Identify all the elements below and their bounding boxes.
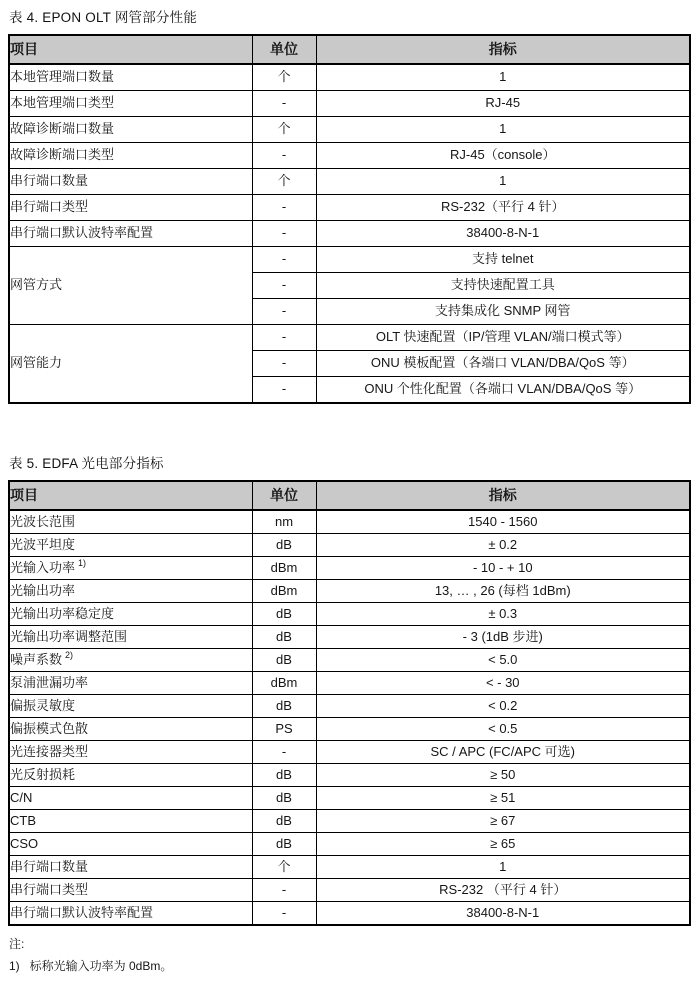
unit-cell: dB <box>252 534 316 557</box>
item-cell: 串行端口默认波特率配置 <box>9 221 252 247</box>
item-cell: 噪声系数 $^{2)}$ <box>9 649 252 672</box>
column-header-value: 指标 <box>316 481 690 510</box>
value-cell: 38400-8-N-1 <box>316 902 690 926</box>
value-cell: RJ-45（console） <box>316 143 690 169</box>
unit-cell: nm <box>252 510 316 534</box>
item-cell: 光输出功率 <box>9 580 252 603</box>
table-row <box>9 626 690 649</box>
unit-cell: - <box>252 221 316 247</box>
value-cell: RJ-45 <box>316 91 690 117</box>
item-cell: 光输出功率稳定度 <box>9 603 252 626</box>
footnotes-label: 注: <box>9 937 25 951</box>
table-row <box>9 325 690 351</box>
table-row <box>9 741 690 764</box>
item-cell: 光反射损耗 <box>9 764 252 787</box>
value-cell: 1540 - 1560 <box>316 510 690 534</box>
table-row <box>9 169 690 195</box>
unit-cell: PS <box>252 718 316 741</box>
value-cell: 13, … , 26 (每档 1dBm) <box>316 580 690 603</box>
value-cell: 支持集成化 SNMP 网管 <box>316 299 690 325</box>
item-cell: 串行端口默认波特率配置 <box>9 902 252 926</box>
value-cell: SC / APC (FC/APC 可选) <box>316 741 690 764</box>
table-row <box>9 672 690 695</box>
table-row <box>9 833 690 856</box>
table4-title: 表 4. EPON OLT 网管部分性能 <box>9 10 198 25</box>
item-cell: 故障诊断端口数量 <box>9 117 252 143</box>
item-cell: 泵浦泄漏功率 <box>9 672 252 695</box>
value-cell: ONU 个性化配置（各端口 VLAN/DBA/QoS 等） <box>316 377 690 404</box>
unit-cell: - <box>252 273 316 299</box>
unit-cell: 个 <box>252 64 316 91</box>
table-row <box>9 649 690 672</box>
unit-cell: - <box>252 351 316 377</box>
unit-cell: dB <box>252 695 316 718</box>
item-cell: 光连接器类型 <box>9 741 252 764</box>
unit-cell: - <box>252 143 316 169</box>
item-cell: 本地管理端口类型 <box>9 91 252 117</box>
unit-cell: 个 <box>252 169 316 195</box>
unit-cell: dBm <box>252 580 316 603</box>
value-cell: 1 <box>316 169 690 195</box>
unit-cell: dBm <box>252 672 316 695</box>
value-cell: ≥ 65 <box>316 833 690 856</box>
item-cell: 本地管理端口数量 <box>9 64 252 91</box>
item-cell: 故障诊断端口类型 <box>9 143 252 169</box>
table-row <box>9 764 690 787</box>
footnote-ref: 2) <box>65 650 74 661</box>
unit-cell: - <box>252 377 316 404</box>
table-row <box>9 247 690 273</box>
unit-cell: dB <box>252 833 316 856</box>
unit-cell: dB <box>252 603 316 626</box>
table-row <box>9 856 690 879</box>
item-cell: 串行端口数量 <box>9 169 252 195</box>
value-cell: 支持快速配置工具 <box>316 273 690 299</box>
table-row <box>9 91 690 117</box>
value-cell: RS-232（平行 4 针） <box>316 195 690 221</box>
table-epon-olt-specs <box>8 34 691 404</box>
unit-cell: dB <box>252 810 316 833</box>
value-cell: RS-232 （平行 4 针） <box>316 879 690 902</box>
item-cell: 网管方式 <box>9 247 252 325</box>
item-cell: 偏振灵敏度 <box>9 695 252 718</box>
table-row <box>9 787 690 810</box>
value-cell: OLT 快速配置（IP/管理 VLAN/端口模式等） <box>316 325 690 351</box>
unit-cell: dB <box>252 649 316 672</box>
value-cell: < 0.5 <box>316 718 690 741</box>
table-row <box>9 195 690 221</box>
value-cell: ONU 模板配置（各端口 VLAN/DBA/QoS 等） <box>316 351 690 377</box>
item-cell: 光波平坦度 <box>9 534 252 557</box>
unit-cell: - <box>252 325 316 351</box>
value-cell: 1 <box>316 64 690 91</box>
item-cell: CTB <box>9 810 252 833</box>
column-header-item: 项目 <box>9 481 252 510</box>
table-row <box>9 580 690 603</box>
column-header-unit: 单位 <box>252 481 316 510</box>
value-cell: < - 30 <box>316 672 690 695</box>
table-row <box>9 534 690 557</box>
unit-cell: - <box>252 879 316 902</box>
table-row <box>9 718 690 741</box>
footnotes <box>9 935 691 974</box>
unit-cell: dBm <box>252 557 316 580</box>
value-cell: ≥ 67 <box>316 810 690 833</box>
unit-cell: - <box>252 195 316 221</box>
table-row <box>9 695 690 718</box>
item-cell: 光波长范围 <box>9 510 252 534</box>
value-cell: ≥ 50 <box>316 764 690 787</box>
value-cell: 支持 telnet <box>316 247 690 273</box>
unit-cell: dB <box>252 626 316 649</box>
table-row <box>9 143 690 169</box>
item-cell: 串行端口类型 <box>9 879 252 902</box>
unit-cell: 个 <box>252 856 316 879</box>
table5-header-row <box>9 481 690 510</box>
table-edfa-specs <box>8 480 691 926</box>
item-cell: C/N <box>9 787 252 810</box>
value-cell: < 5.0 <box>316 649 690 672</box>
value-cell: ± 0.2 <box>316 534 690 557</box>
table-row <box>9 221 690 247</box>
table5-title: 表 5. EDFA 光电部分指标 <box>9 456 164 471</box>
item-cell: 偏振模式色散 <box>9 718 252 741</box>
unit-cell: dB <box>252 787 316 810</box>
table-row <box>9 879 690 902</box>
table-row <box>9 64 690 91</box>
item-cell: 串行端口数量 <box>9 856 252 879</box>
item-cell: CSO <box>9 833 252 856</box>
value-cell: ≥ 51 <box>316 787 690 810</box>
unit-cell: - <box>252 247 316 273</box>
value-cell: ± 0.3 <box>316 603 690 626</box>
column-header-value: 指标 <box>316 35 690 64</box>
unit-cell: - <box>252 91 316 117</box>
item-cell: 光输出功率调整范围 <box>9 626 252 649</box>
value-cell: 1 <box>316 856 690 879</box>
column-header-unit: 单位 <box>252 35 316 64</box>
value-cell: 38400-8-N-1 <box>316 221 690 247</box>
table-row <box>9 810 690 833</box>
value-cell: - 3 (1dB 步进) <box>316 626 690 649</box>
table-row <box>9 117 690 143</box>
item-cell: 串行端口类型 <box>9 195 252 221</box>
table4-header-row <box>9 35 690 64</box>
unit-cell: 个 <box>252 117 316 143</box>
table-row <box>9 902 690 926</box>
unit-cell: dB <box>252 764 316 787</box>
value-cell: - 10 - + 10 <box>316 557 690 580</box>
item-cell: 光输入功率 $^{1)}$ <box>9 557 252 580</box>
table-row <box>9 603 690 626</box>
unit-cell: - <box>252 741 316 764</box>
table-row <box>9 557 690 580</box>
table-row <box>9 510 690 534</box>
footnote-ref: 1) <box>78 558 87 569</box>
column-header-item: 项目 <box>9 35 252 64</box>
footnote-item: 1) 标称光输入功率为 0dBm。 <box>9 959 173 973</box>
unit-cell: - <box>252 902 316 926</box>
unit-cell: - <box>252 299 316 325</box>
value-cell: < 0.2 <box>316 695 690 718</box>
value-cell: 1 <box>316 117 690 143</box>
item-cell: 网管能力 <box>9 325 252 404</box>
